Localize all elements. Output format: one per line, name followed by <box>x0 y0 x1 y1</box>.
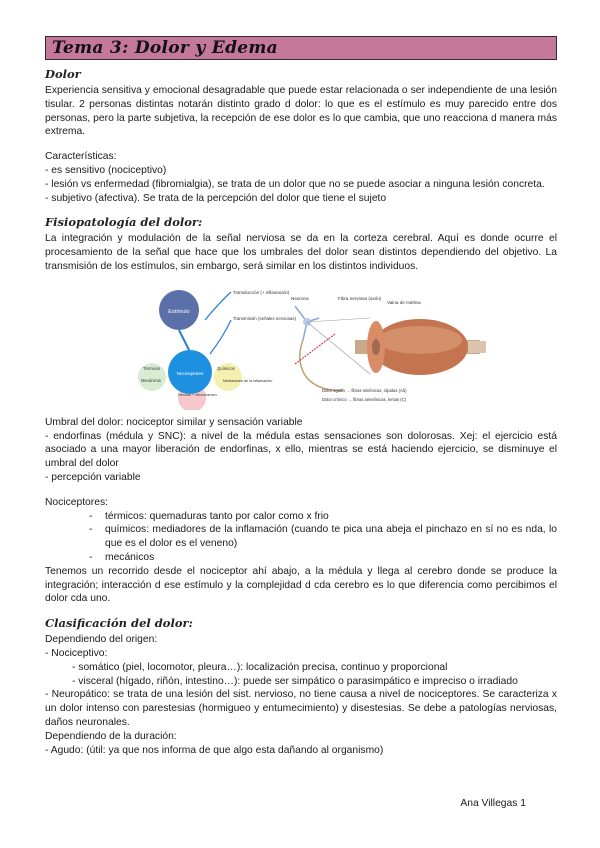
umbral-line: - percepción variable <box>45 471 141 483</box>
origen-label: Dependiendo del origen: <box>45 634 158 646</box>
fibra-label: Fibra nerviosa (axón) <box>338 295 382 301</box>
caracteristica-item: - lesión vs enfermedad (fibromialgia), se trata de un dolor que no se puede asociar a ninguna lesión concreta. <box>45 178 545 190</box>
page-footer: Ana Villegas 1 <box>460 798 526 809</box>
dolor-intro: Experiencia sensitiva y emocional desagradable que puede estar relacionada o ser independiente de una lesión tisular. 2 personas distintas notarán distinto grado d dolor: lo que es el estímulo es muy parecido entre dos personas, pero la parte subjetiva, la recepción de ese dolor es lo que cambia, que uno reacciona d manera más extrema. <box>45 85 557 138</box>
caracteristica-item: - es sensitivo (nociceptivo) <box>45 164 167 176</box>
neuropatico-text: - Neuropático: se trata de una lesión del sist. nervioso, no tiene causa a nivel de nociceptores. Se caracteriza x un dolor intenso con parestesias (hormigueo y entumecimiento) y disestesias. Se debe a patologías nerviosas, daños neuronales. <box>45 689 557 728</box>
duracion-label: Dependiendo de la duración: <box>45 730 177 742</box>
list-item: - mecánicos <box>89 551 557 565</box>
title-banner <box>45 36 557 60</box>
transduccion-label: Transducción (+ inflamación) <box>233 289 290 295</box>
caracteristica-item: - subjetivo (afectiva). Se trata de la percepción del dolor que tiene el sujeto <box>45 192 387 204</box>
document-page <box>45 36 557 757</box>
figure-svg <box>45 282 557 410</box>
umbral-line: - endorfinas (médula y SNC): a nivel de la médula estas sensaciones son dolorosas. Xej: el ejercicio está asociado a una mayor liberación de endorfinas, x ello, mientras se está haciendo ejercicio, se disminuye el umbral del dolor <box>45 430 557 470</box>
neurona-label: Neurona <box>291 295 309 301</box>
vaina-label: Vaina de mielina <box>387 299 421 305</box>
quimicos-label: Químicos <box>217 365 235 371</box>
nociceptores-list <box>45 510 557 565</box>
nociceptores-label: Nociceptores <box>176 370 204 376</box>
mediadores-label: Mediadores de la inflamación <box>223 378 273 383</box>
dolor-agudo-label: Dolor agudo → fibras mielínicas, rápidas (Aδ) <box>322 387 407 393</box>
heading-fisiopatologia: Fisiopatología del dolor: <box>45 215 203 230</box>
estimulo-label: Estímulo <box>168 308 190 315</box>
caracteristicas-label: Características: <box>45 151 117 163</box>
dolor-cronico-label: Dolor crónico → fibras amielínicas, lentas (C) <box>322 396 407 402</box>
pain-physiology-figure <box>45 282 557 410</box>
umbral-line: Umbral del dolor: nociceptor similar y sensación variable <box>45 416 303 428</box>
heading-clasificacion: Clasificación del dolor: <box>45 616 193 631</box>
mecanicos-label: Mecánicos <box>141 377 162 383</box>
nociceptores-label: Nociceptores: <box>45 496 108 508</box>
nociceptivo-label: - Nociceptivo: <box>45 647 108 659</box>
termicos-label: Térmicos <box>143 365 161 371</box>
list-item: - térmicos: quemaduras tanto por calor como x frio <box>89 510 557 524</box>
agudo-text: - Agudo: (útil: ya que nos informa de que algo esta dañando al organismo) <box>45 744 384 756</box>
fisiopatologia-text: La integración y modulación de la señal nerviosa se da en la corteza cerebral. Aquí es donde ocurre el procesamiento de la señal que hace que los umbrales del dolor sean distintos dependiendo del objetivo. La transmisión de los estímulos, sin embargo, será similar en los distintos individuos. <box>45 233 557 272</box>
nociceptivo-item: - visceral (hígado, riñón, intestino…): puede ser simpático o parasimpático e impreciso o irradiado <box>72 675 518 687</box>
neuronas-label: Nervios + neurotransm. <box>178 392 218 397</box>
heading-dolor: Dolor <box>45 67 81 81</box>
transmision-label: Transmisión (señales nerviosas) <box>233 315 297 321</box>
page-title: Tema 3: Dolor y Edema <box>52 38 278 58</box>
nociceptivo-item: - somático (piel, locomotor, pleura…): localización precisa, continuo y proporcional <box>72 661 448 673</box>
recorrido-text: Tenemos un recorrido desde el nociceptor ahí abajo, a la médula y llega al cerebro donde se produce la integración; interacción d ese estímulo y la complejidad d cda cerebro es lo que diferencia como percibimos el dolor cda uno. <box>45 565 557 605</box>
list-item: - químicos: mediadores de la inflamación (cuando te pica una abeja el pinchazo en sí no es nda, lo que es el dolor es el veneno) <box>89 523 557 551</box>
